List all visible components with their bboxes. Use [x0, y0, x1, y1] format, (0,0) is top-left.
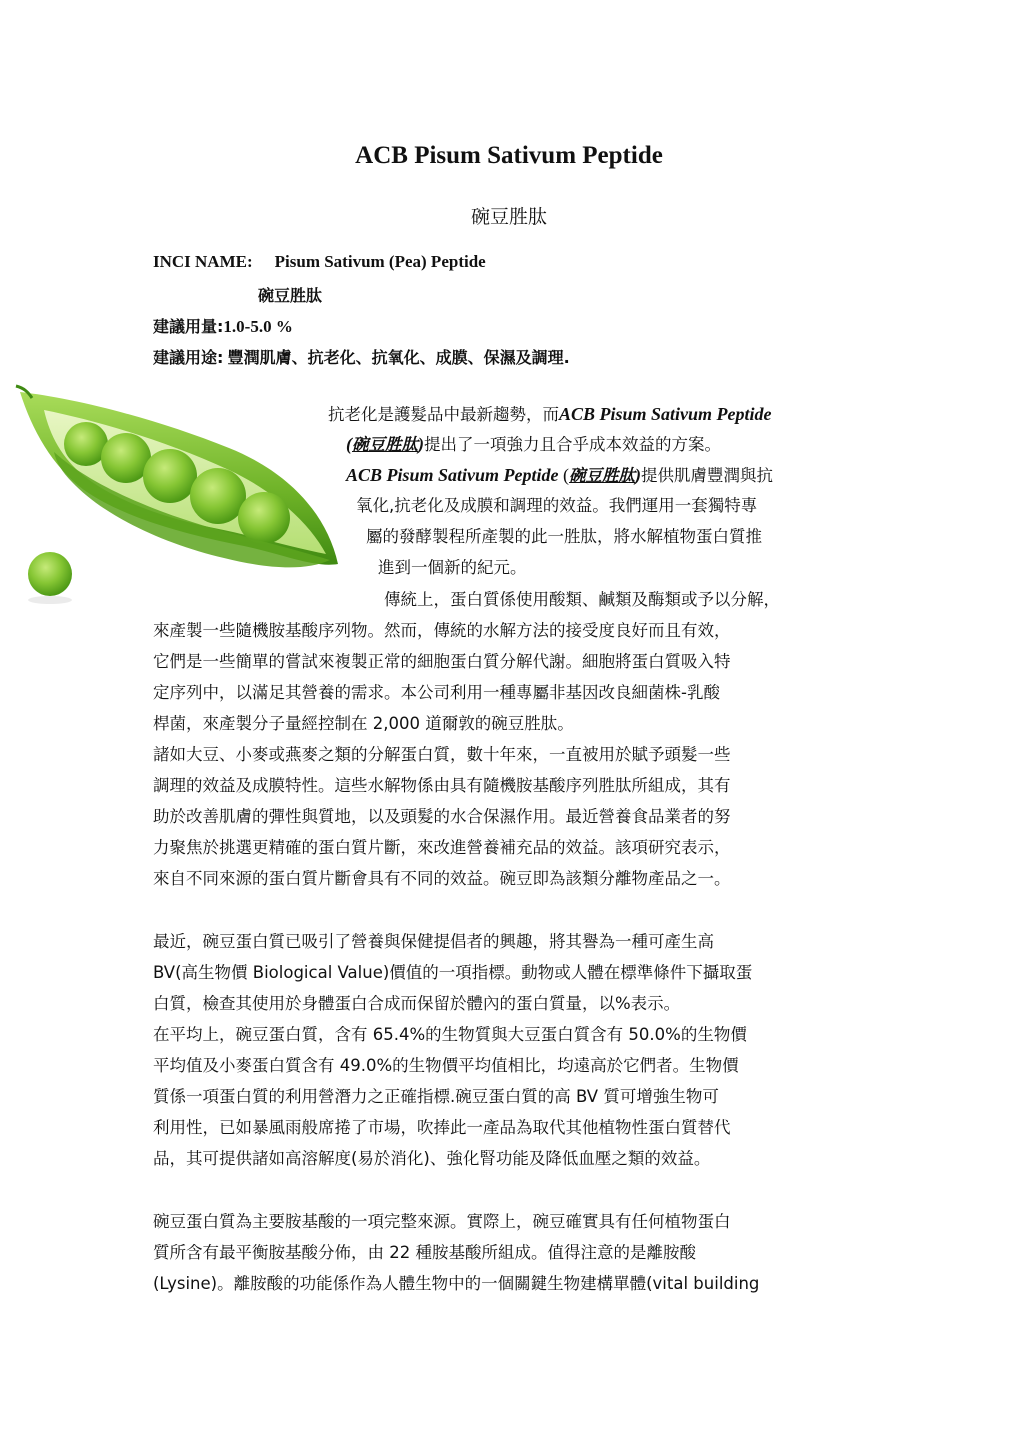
intro-line-1: 抗老化是護髮品中最新趨勢，而ACB Pisum Sativum Peptide [328, 404, 772, 424]
inci-value: Pisum Sativum (Pea) Peptide [274, 252, 486, 271]
paragraph-3-line: 最近，碗豆蛋白質已吸引了營養與保健提倡者的興趣，將其譽為一種可產生高 [153, 932, 714, 951]
intro-line-3: ACB Pisum Sativum Peptide (碗豆胜肽)提供肌膚豐潤與抗 [346, 465, 774, 485]
pea-pod-image [14, 378, 344, 610]
paragraph-5-line: 碗豆蛋白質為主要胺基酸的一項完整來源。實際上，碗豆確實具有任何植物蛋白 [153, 1212, 731, 1231]
dosage-label: 建議用量: [153, 317, 224, 336]
paragraph-1-line: 來產製一些隨機胺基酸序列物。然而，傳統的水解方法的接受度良好而且有效， [153, 621, 731, 640]
usage-label: 建議用途: [153, 348, 224, 367]
intro-line-2: (碗豆胜肽)提出了一項強力且合乎成本效益的方案。 [346, 434, 721, 454]
paragraph-3-line: BV(高生物價 Biological Value)價值的一項指標。動物或人體在標準條件下攝取蛋 [153, 963, 753, 982]
paragraph-2-line: 諸如大豆、小麥或燕麥之類的分解蛋白質，數十年來，一直被用於賦予頭髮一些 [153, 745, 731, 764]
inci-zh: 碗豆胜肽 [258, 286, 323, 305]
dosage-value: 1.0-5.0 % [223, 317, 293, 336]
paragraph-4-line: 品，其可提供諸如高溶解度(易於消化)、強化腎功能及降低血壓之類的效益。 [153, 1149, 711, 1168]
intro-line-5: 屬的發酵製程所產製的此一胜肽，將水解植物蛋白質推 [366, 527, 762, 546]
paragraph-1-line: 桿菌，來產製分子量經控制在 2,000 道爾敦的碗豆胜肽。 [153, 714, 574, 733]
intro-line-4: 氧化,抗老化及成膜和調理的效益。我們運用一套獨特專 [356, 496, 758, 515]
paragraph-5-line: 質所含有最平衡胺基酸分佈，由 22 種胺基酸所組成。值得注意的是離胺酸 [153, 1243, 696, 1262]
intro-line-6: 進到一個新的紀元。 [378, 558, 527, 577]
dosage-row [153, 314, 293, 337]
document-title: ACB Pisum Sativum Peptide [355, 142, 663, 169]
paragraph-2-line: 力聚焦於挑選更精確的蛋白質片斷，來改進營養補充品的效益。該項研究表示， [153, 838, 731, 857]
paragraph-1-line: 定序列中，以滿足其營養的需求。本公司利用一種專屬非基因改良細菌株-乳酸 [153, 683, 720, 702]
inci-name-row [153, 252, 486, 272]
document-subtitle: 碗豆胜肽 [470, 206, 547, 228]
inci-label: INCI NAME: [153, 252, 253, 271]
paragraph-2-line: 調理的效益及成膜特性。這些水解物係由具有隨機胺基酸序列胜肽所組成，其有 [153, 776, 731, 795]
paragraph-5-line: (Lysine)。離胺酸的功能係作為人體生物中的一個關鍵生物建構單體(vital building [153, 1274, 760, 1293]
usage-value: 豐潤肌膚、抗老化、抗氧化、成膜、保濕及調理. [227, 348, 570, 367]
usage-row [153, 345, 570, 368]
paragraph-1-line: 它們是一些簡單的嘗試來複製正常的細胞蛋白質分解代謝。細胞將蛋白質吸入特 [153, 652, 731, 671]
inci-zh-row [258, 283, 322, 306]
paragraph-4-line: 利用性，已如暴風雨般席捲了市場，吹捧此一產品為取代其他植物性蛋白質替代 [153, 1118, 731, 1137]
paragraph-4-line: 平均值及小麥蛋白質含有 49.0%的生物價平均值相比，均遠高於它們者。生物價 [153, 1056, 739, 1075]
paragraph-2-line: 助於改善肌膚的彈性與質地，以及頭髮的水合保濕作用。最近營養食品業者的努 [153, 807, 731, 826]
paragraph-2-line: 來自不同來源的蛋白質片斷會具有不同的效益。碗豆即為該類分離物產品之一。 [153, 869, 731, 888]
intro-line-7: 傳統上，蛋白質係使用酸類、鹹類及酶類或予以分解， [384, 590, 780, 609]
paragraph-4-line: 在平均上，碗豆蛋白質，含有 65.4%的生物質與大豆蛋白質含有 50.0%的生物價 [153, 1025, 747, 1044]
paragraph-4-line: 質係一項蛋白質的利用營潛力之正確指標.碗豆蛋白質的高 BV 質可增強生物可 [153, 1087, 719, 1106]
paragraph-3-line: 白質，檢查其使用於身體蛋白合成而保留於體內的蛋白質量，以%表示。 [153, 994, 681, 1013]
